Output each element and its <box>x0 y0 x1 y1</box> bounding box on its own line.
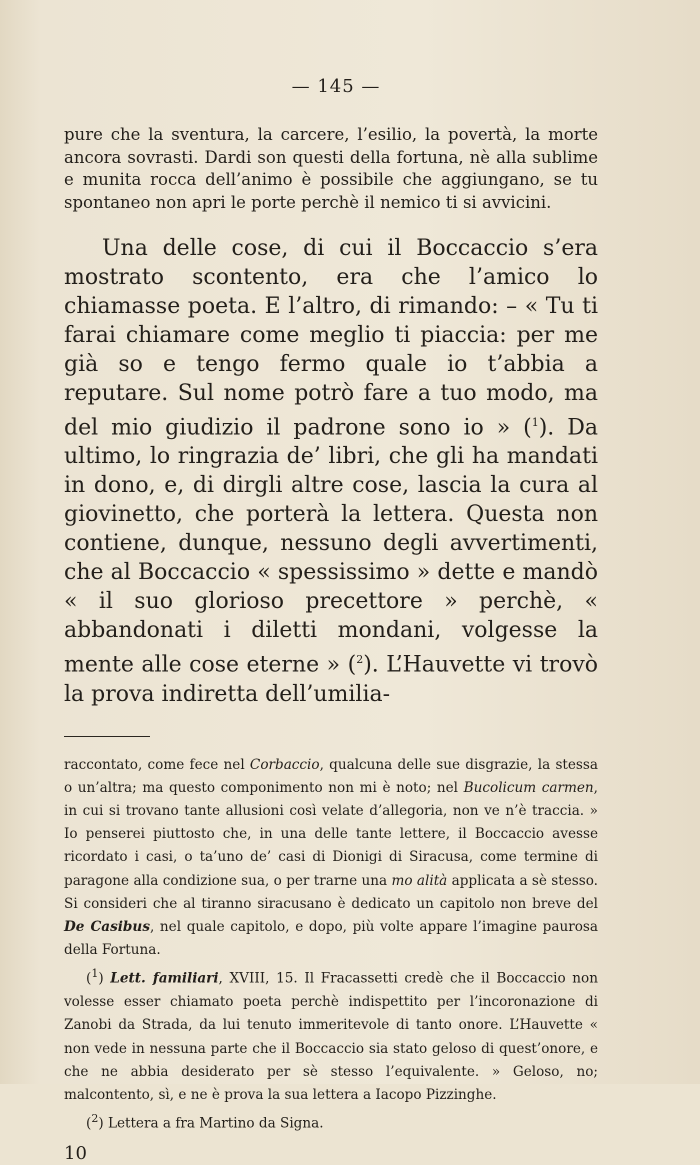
main-text-part2: ). Da ultimo, lo ringrazia de’ libri, che gli ha mandati in dono, e, di dirgli altre cose, lascia la cura al giovinetto, che porterà la lettera. Questa non contiene, dunque, nessuno degli avvertimenti, che al Boccaccio « spessissimo » dette e mandò « il suo glorioso precettore » perchè, « abbandonati i diletti mondani, volgesse la mente alle cose eterne » ( <box>64 415 598 678</box>
intro-paragraph: pure che la sventura, la carcere, l’esilio, la povertà, la morte ancora sovrasti. Dardi son questi della fortuna, nè alla sublime e munita rocca dell’animo è possibile che aggiungano, se tu spontaneo non apri le porte perchè il nemico ti si avvicini. <box>64 125 598 212</box>
fn-text: raccontato, come fece nel <box>64 756 250 773</box>
fn-word-moralita: mo alità <box>391 872 448 889</box>
fn-text: applicata a sè stesso. Si consideri che al tiranno siracusano è dedicato un capitolo non breve del <box>64 872 598 912</box>
footnote-ref-2: 2 <box>356 653 364 667</box>
fn-title-de-casibus: De Casibus <box>64 919 150 936</box>
footnote-2: ($^2$) Lettera a fra Martino da Signa. <box>86 1112 324 1132</box>
footnote-continued <box>64 754 598 963</box>
footnote-1: ($^1$) Lett. familiari, XVIII, 15. Il Fracassetti credè che il Boccaccio non volesse esser chiamato poeta perchè indispettito per l’incoronazione di Zanobi da Strada, da lui tenuto immeritevole di tanto onore. L’Hauvette « non vede in nessuna parte che il Boccaccio sia stato geloso di quest’onore, e che ne abbia desiderato per sè stesso l’equivalente. » Geloso, no; malcontento, sì, e ne è prova la sua lettera a Iacopo Pizzinghe. <box>64 967 598 1104</box>
footnote-2-text: Lettera a fra Martino da Signa. <box>107 1115 324 1132</box>
footnote-divider <box>64 736 150 737</box>
footnote-1-citation: Lett. familiari <box>110 971 219 988</box>
fn-text: , in cui si trovano tante allusioni così velate d’allegoria, non ve n’è traccia. » Io penserei piuttosto che, in una delle tante lettere, il Boccaccio avesse ricordato i casi, o ta’uno de’ casi di Dionigi di Siracusa, come termine di paragone alla condizione sua, o per trarne una <box>64 779 598 889</box>
main-text-part1: Una delle cose, di cui il Boccaccio s’era mostrato scontento, era che l’amico lo chiamasse poeta. E l’altro, di rimando: – « Tu ti farai chiamare come meglio ti piaccia: per me già so e tengo fermo quale io t’abbia a reputare. Sul nome potrò fare a tuo modo, ma del mio giudizio il padrone sono io » ( <box>64 236 598 441</box>
footnote-ref-1: 1 <box>531 416 539 429</box>
signature-mark: 10 <box>64 1142 87 1164</box>
footnote-2-mark: 2 <box>91 1112 99 1126</box>
fn-title-bucolicum: Bucolicum carmen <box>463 779 594 796</box>
page-number: — 145 — <box>291 76 381 97</box>
main-paragraph <box>64 234 598 709</box>
page-body <box>64 76 598 1165</box>
footnotes <box>64 754 598 1165</box>
main-text-part3: ). L’Hauvette vi trovò la prova indiretta dell’umilia- <box>64 652 598 707</box>
fn-title-corbaccio: Corbaccio <box>249 756 320 773</box>
fn-text: , qualcuna delle sue disgrazie, la stessa o un’altra; ma questo componimento non mi è noto; nel <box>64 756 598 796</box>
footnote-1-text: , XVIII, 15. Il Fracassetti credè che il Boccaccio non volesse esser chiamato poeta perchè indispettito per l’incoronazione di Zanobi da Strada, da lui tenuto immeritevole di tanto onore. L’Hauvette « non vede in nessuna parte che il Boccaccio sia stato geloso di quest’onore, e che ne abbia desiderato per sè stesso l’equivalente. » Geloso, no; malcontento, sì, e ne è prova la sua lettera a Iacopo Pizzinghe. <box>64 971 598 1104</box>
footnote-1-mark: 1 <box>91 967 99 981</box>
fn-text: , nel quale capitolo, e dopo, più volte appare l’imagine paurosa della Fortuna. <box>64 919 598 959</box>
